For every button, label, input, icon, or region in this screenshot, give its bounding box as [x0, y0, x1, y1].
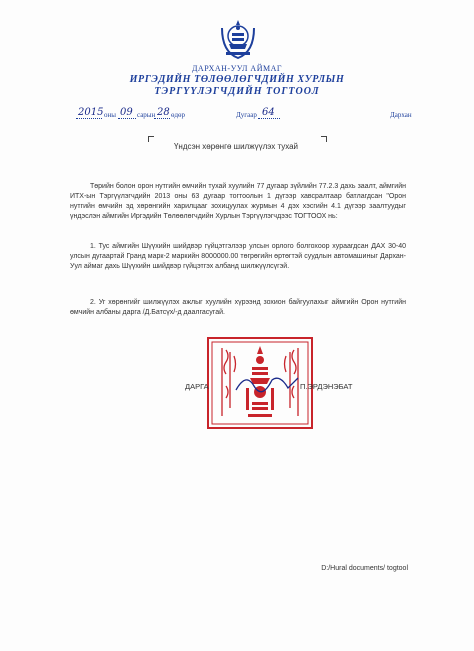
handwritten-signature	[232, 368, 302, 398]
month-underline	[118, 118, 136, 119]
month-value: 09	[120, 107, 133, 118]
year-underline	[76, 118, 102, 119]
signer-name: П.ЭРДЭНЭБАТ	[300, 382, 353, 391]
council-name: ИРГЭДИЙН ТӨЛӨӨЛӨГЧДИЙН ХУРЛЫН	[129, 74, 345, 85]
paragraph-preamble: Төрийн болон орон нутгийн өмчийн тухай хуулийн 77 дугаар зүйлийн 77.2.3 дахь заалт, аймгийн ИТХ-ын Тэргүүлэгчдийн 2013 оны 63 дугаар тогтоолын 1 дүгээр хавсралтаар батлагдсан "Орон нутгийн өмчийн эд хөрөнгийн харилцааг зохицуулах журмын 4 дэх хэсгийн 4.1 дүгээр заалтуудыг үндэслэн аймгийн Иргэдийн Төлөөлөгчдийн Хурлын Тэргүүлэгчдээс ТОГТООХ нь:	[70, 183, 406, 220]
file-path-footer: D:/Hural documents/ togtool	[321, 565, 408, 572]
year-suffix: оны	[104, 111, 116, 119]
document-subject: Үндсэн хөрөнгө шилжүүлэх тухай	[173, 142, 299, 151]
paragraph-decision-1: 1. Тус аймгийн Шүүхийн шийдвэр гүйцэтгэлээр улсын орлого болгохоор хураагдсан ДАХ 30-40 улсын дугаартай Гранд марк-2 маркийн 8000000.00 төгрөгийн өртөгтэй суудлын автомашиныг Дархан-Уул аймаг дахь Шүүхийн шийдвэр гүйцэтгэх албанд шилжүүлсүгэй.	[70, 243, 406, 270]
day-value: 28	[157, 107, 170, 118]
signer-title: ДАРГА	[185, 382, 209, 391]
soyombo-emblem-icon	[218, 16, 258, 62]
subject-corner-tr	[321, 136, 327, 142]
day-suffix: өдөр	[171, 111, 186, 119]
number-value: 64	[262, 107, 275, 118]
day-underline	[154, 118, 170, 119]
aimag-name: ДАРХАН-УУЛ АЙМАГ	[191, 64, 283, 73]
document-type-title: ТЭРГҮҮЛЭГЧДИЙН ТОГТООЛ	[154, 86, 320, 97]
month-suffix: сарын	[137, 111, 156, 119]
number-underline	[258, 118, 280, 119]
number-label: Дугаар	[236, 111, 257, 119]
place-name: Дархан	[390, 111, 412, 119]
paragraph-decision-2: 2. Уг хөрөнгийг шилжүүлэх ажлыг хуулийн хүрээнд зохион байгуулахыг аймгийн Орон нутгийн өмчийн албаны дарга /Д.Батсүх/-д даалгасугай.	[70, 299, 406, 316]
year-value: 2015	[78, 107, 104, 118]
